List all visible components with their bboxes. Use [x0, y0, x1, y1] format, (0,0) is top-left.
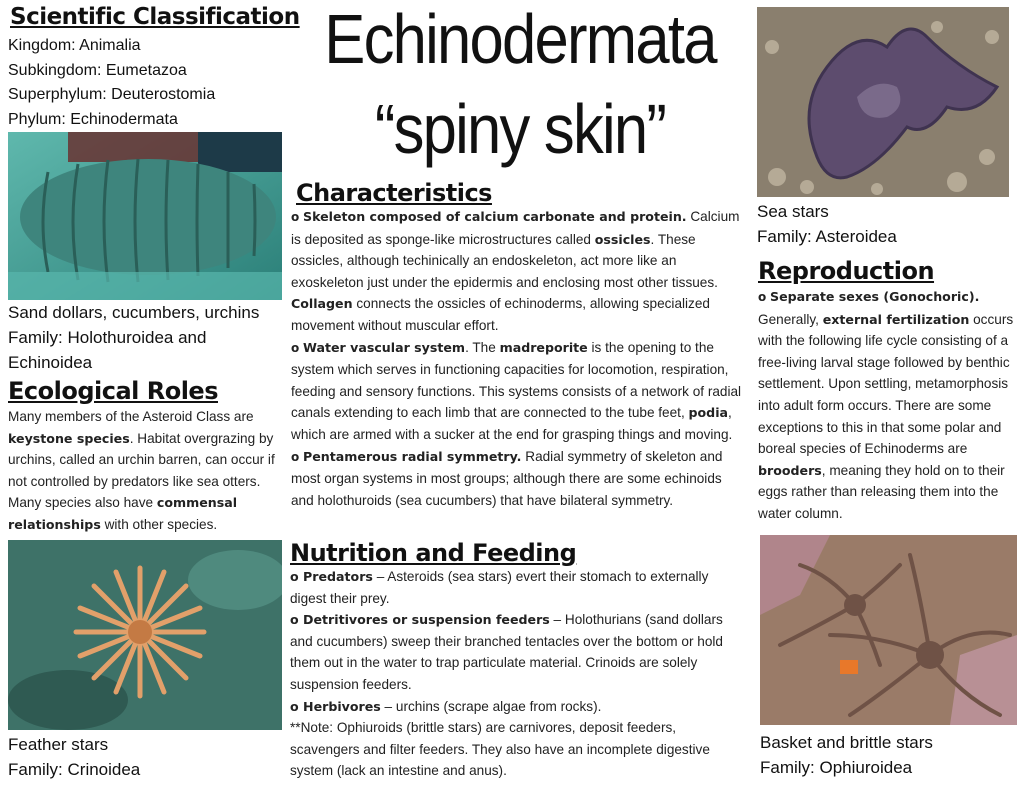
- text: Generally,: [758, 311, 823, 327]
- term: o Predators: [290, 569, 373, 584]
- term: brooders: [758, 462, 822, 478]
- text: connects the ossicles of echinoderms, allowing specialized movement without muscular effort.: [291, 296, 710, 333]
- bullet: o: [291, 449, 300, 464]
- text: . These ossicles, although techinically an endoskeleton, act more like an exoskeleton just under the epidermis and enclosing most other tissues.: [291, 231, 718, 290]
- caption-line: Sand dollars, cucumbers, urchins: [8, 303, 260, 322]
- term: Pentamerous radial symmetry.: [303, 448, 522, 464]
- characteristics-text: [291, 206, 743, 511]
- note-paragraph: **Note: Ophiuroids (brittle stars) are carnivores, deposit feeders, scavengers and filter feeders. They also have an incomplete digestive system (lack an intestine and anus).: [290, 720, 710, 779]
- caption-line: Basket and brittle stars: [760, 733, 933, 752]
- page-title: Echinodermata: [324, 0, 716, 78]
- symmetry-paragraph: [291, 446, 743, 512]
- term: podia: [688, 405, 729, 421]
- text: Calcium is deposited as sponge-like microstructures called: [291, 209, 740, 247]
- text: , meaning they hold on to their eggs rather than releasing them into the water column.: [758, 462, 1005, 521]
- phylum-line: Phylum: Echinodermata: [8, 110, 178, 128]
- predators-paragraph: [290, 566, 742, 609]
- reproduction-heading: Reproduction: [758, 257, 935, 285]
- keystone-term: keystone species: [8, 430, 130, 446]
- water-vascular-paragraph: [291, 337, 743, 446]
- text: – Holothurians (sand dollars and cucumbers) sweep their branched tentacles over the bottom or hold them out in the water to trap particulate material. Crinoids are solely suspension feeders.: [290, 612, 723, 692]
- caption-line: Echinoidea: [8, 353, 93, 372]
- text: – Asteroids (sea stars) evert their stomach to externally digest their prey.: [290, 569, 709, 606]
- bullet: o: [758, 290, 767, 304]
- sea-cucumber-caption: [8, 300, 259, 375]
- bullet: o: [291, 210, 300, 224]
- classification-list: [8, 34, 215, 132]
- term: o Detritivores or suspension feeders: [290, 612, 550, 628]
- ecology-text-part: . Habitat overgrazing by urchins, called an urchin barren, can occur if not controlled by predators like sea otters. Many species also have: [8, 430, 275, 511]
- text: Radial symmetry of skeleton and most organ systems in most groups; although there are some echinoids and holothuroids (sea cucumbers) that have bilateral symmetry.: [291, 448, 723, 508]
- feather-star-caption: [8, 732, 140, 782]
- detritivores-paragraph: [290, 609, 742, 695]
- term: madreporite: [499, 339, 588, 355]
- classification-heading: Scientific Classification: [10, 4, 300, 30]
- sea-star-photo: [757, 7, 1009, 197]
- feather-star-photo: [8, 540, 282, 730]
- reproduction-text: [758, 286, 1016, 525]
- ecology-text-part: Many members of the Asteroid Class are: [8, 409, 254, 424]
- brittle-star-caption: [760, 730, 933, 780]
- text: , which are armed with a sucker at the end for grasping things and moving.: [291, 405, 733, 442]
- skeleton-paragraph: [291, 206, 743, 337]
- text: . The: [465, 339, 500, 355]
- caption-line: Family: Crinoidea: [8, 760, 141, 779]
- term: Collagen: [291, 296, 353, 312]
- text: – urchins (scrape algae from rocks).: [380, 698, 602, 714]
- commensal-term: commensal relationships: [8, 495, 238, 532]
- superphylum-line: Superphylum: Deuterostomia: [8, 86, 216, 103]
- characteristics-heading: Characteristics: [296, 179, 492, 207]
- caption-line: Family: Holothuroidea and: [8, 328, 207, 347]
- caption-line: Family: Asteroidea: [757, 227, 897, 246]
- sea-cucumber-photo: [8, 132, 282, 300]
- sea-star-caption: [757, 199, 897, 249]
- text: occurs with the following life cycle consisting of a free-living larval stage followed by benthic settlement. Upon settling, metamorphosis into adult form occurs. There are some exceptions to this in that some polar and boreal species of Echinoderms are: [758, 311, 1014, 457]
- term: Skeleton composed of calcium carbonate and protein.: [303, 209, 687, 224]
- term: o Herbivores: [290, 698, 381, 714]
- caption-line: Feather stars: [8, 735, 109, 754]
- subkingdom-line: Subkingdom: Eumetazoa: [8, 61, 187, 79]
- term: Separate sexes (Gonochoric).: [770, 289, 980, 304]
- page-subtitle: “spiny skin”: [374, 90, 666, 168]
- kingdom-line: Kingdom: Animalia: [8, 37, 141, 54]
- ecology-heading: Ecological Roles: [8, 377, 218, 405]
- bullet: o: [291, 340, 300, 355]
- term: Water vascular system: [303, 339, 466, 355]
- nutrition-text: [290, 566, 742, 782]
- caption-line: Sea stars: [757, 202, 829, 221]
- text: is the opening to the system which serves in functioning capacities for locomotion, respiration, feeding and sensory functions. This systems consists of a network of radial canals extending to each limb that are connected to the tube feet,: [291, 339, 742, 421]
- caption-line: Family: Ophiuroidea: [760, 758, 913, 777]
- brittle-star-photo: [760, 535, 1017, 725]
- nutrition-heading: Nutrition and Feeding: [290, 539, 577, 567]
- herbivores-paragraph: [290, 696, 742, 718]
- term: ossicles: [594, 231, 651, 247]
- ecology-text: [8, 406, 280, 536]
- term: external fertilization: [822, 311, 970, 327]
- ecology-text-part: with other species.: [100, 516, 218, 532]
